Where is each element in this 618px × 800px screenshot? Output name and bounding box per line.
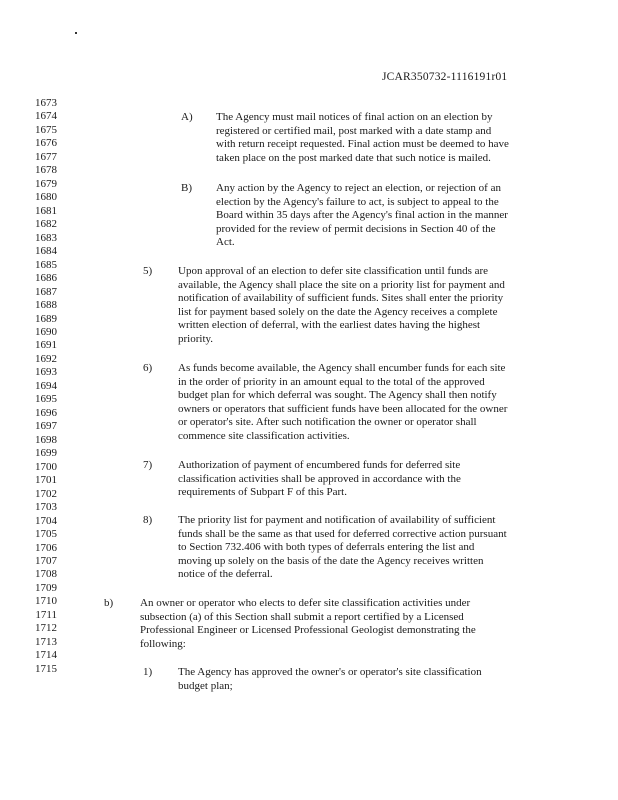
line-number: 1703 xyxy=(35,501,57,514)
line-number: 1684 xyxy=(35,245,57,258)
line-number: 1685 xyxy=(35,258,57,271)
line-number: 1688 xyxy=(35,299,57,312)
paragraph-text-line: taken place on the post marked date that such notice is mailed. xyxy=(216,151,491,164)
scan-speck xyxy=(75,32,77,34)
paragraph-label: A) xyxy=(181,111,193,123)
paragraph-text-line: provided for the review of permit decisions in Section 40 of the xyxy=(216,222,496,235)
paragraph-label: B) xyxy=(181,182,192,194)
line-number: 1708 xyxy=(35,568,57,581)
paragraph-text-line: budget plan for which deferral was sought. The Agency shall then notify xyxy=(178,389,497,401)
paragraph-label: 8) xyxy=(143,514,153,526)
paragraph-text-line: priority. xyxy=(178,332,214,345)
paragraph-text-line: Act. xyxy=(216,236,235,248)
line-number: 1701 xyxy=(35,474,57,487)
paragraph-text-line: funds shall be the same as that used for deferred corrective action pursuant xyxy=(178,527,507,540)
paragraph-text-line: in the order of priority in an amount equal to the total of the approved xyxy=(178,375,485,388)
line-number: 1697 xyxy=(35,420,57,433)
line-number: 1681 xyxy=(35,204,57,217)
paragraph-text-line: with return receipt requested. Final action must be deemed to have xyxy=(216,138,509,150)
paragraph-text-line: to Section 732.406 with both types of deferrals entering the list and xyxy=(178,541,475,553)
paragraph-label: 5) xyxy=(143,265,153,277)
paragraph-label: 7) xyxy=(143,459,153,471)
paragraph-text-line: following: xyxy=(140,637,186,650)
line-number: 1686 xyxy=(35,272,57,285)
line-number: 1682 xyxy=(35,218,57,231)
line-number: 1679 xyxy=(35,177,57,190)
paragraph-text-line: Board within 35 days after the Agency's final action in the manner xyxy=(216,209,508,221)
paragraph-text-line: or operator's site. After such notification the owner or operator shall xyxy=(178,416,477,428)
paragraph-text-line: requirements of Subpart F of this Part. xyxy=(178,486,347,498)
line-number: 1705 xyxy=(35,528,57,541)
paragraph-text-line: notification of availability of sufficient funds. Sites shall enter the priority xyxy=(178,292,504,304)
line-number: 1677 xyxy=(35,150,57,163)
line-number: 1692 xyxy=(35,352,57,365)
paragraph-text-line: The Agency has approved the owner's or operator's site classification xyxy=(178,666,482,678)
line-number: 1706 xyxy=(35,541,57,554)
line-number: 1695 xyxy=(35,393,57,406)
paragraph-text-line: Any action by the Agency to reject an election, or rejection of an xyxy=(216,182,501,194)
paragraph-label: b) xyxy=(104,597,114,609)
paragraph-text-line: Authorization of payment of encumbered funds for deferred site xyxy=(178,459,461,471)
paragraph-label: 1) xyxy=(143,666,153,678)
paragraph-text-line: moving up solely on the basis of the date the Agency receives written xyxy=(178,554,484,567)
line-number: 1698 xyxy=(35,433,57,446)
line-number: 1673 xyxy=(35,97,57,109)
paragraph-text-line: owners or operators that sufficient funds have been allocated for the owner xyxy=(178,402,508,415)
line-number: 1715 xyxy=(35,662,57,675)
line-number: 1690 xyxy=(35,325,57,338)
line-number: 1713 xyxy=(35,635,57,648)
paragraph-text-line: The Agency must mail notices of final action on an election by xyxy=(216,111,493,123)
line-number: 1699 xyxy=(35,447,57,460)
paragraph-text-line: The priority list for payment and notification of availability of sufficient xyxy=(178,514,496,526)
line-number: 1683 xyxy=(35,231,57,244)
line-number: 1700 xyxy=(35,460,57,473)
line-number: 1676 xyxy=(35,137,57,150)
line-number: 1712 xyxy=(35,622,57,635)
paragraph-text-line: Upon approval of an election to defer site classification until funds are xyxy=(178,265,489,277)
line-number: 1710 xyxy=(35,595,57,608)
line-number: 1696 xyxy=(35,406,57,419)
line-number: 1689 xyxy=(35,312,57,325)
paragraph-text-line: commence site classification activities. xyxy=(178,429,350,442)
paragraph-text-line: Professional Engineer or Licensed Professional Geologist demonstrating the xyxy=(140,624,476,636)
line-number: 1704 xyxy=(35,514,57,527)
paragraph-text-line: notice of the deferral. xyxy=(178,568,273,580)
line-number: 1707 xyxy=(35,554,57,567)
line-number: 1675 xyxy=(35,123,57,136)
paragraph-text-line: budget plan; xyxy=(178,679,233,692)
paragraph-text-line: available, the Agency shall place the site on a priority list for payment and xyxy=(178,278,505,291)
line-number: 1714 xyxy=(35,649,57,662)
line-number: 1678 xyxy=(35,164,57,177)
line-number: 1680 xyxy=(35,191,57,204)
line-number: 1702 xyxy=(35,487,57,500)
line-number: 1674 xyxy=(35,110,57,123)
paragraph-label: 6) xyxy=(143,362,153,374)
line-number: 1694 xyxy=(35,379,57,392)
line-number: 1691 xyxy=(35,339,57,352)
paragraph-text-line: As funds become available, the Agency shall encumber funds for each site xyxy=(178,362,506,374)
paragraph-text-line: An owner or operator who elects to defer site classification activities under xyxy=(140,597,471,609)
document-header: JCAR350732-1116191r01 xyxy=(382,71,508,83)
paragraph-text-line: written election of deferral, with the earliest dates having the highest xyxy=(178,319,481,331)
line-number: 1693 xyxy=(35,366,57,379)
paragraph-text-line: classification activities shall be approved in accordance with the xyxy=(178,472,461,485)
paragraph-text-line: subsection (a) of this Section shall submit a report certified by a Licensed xyxy=(140,610,464,623)
line-number: 1709 xyxy=(35,581,57,594)
line-number: 1687 xyxy=(35,285,57,298)
paragraph-text-line: list for payment based solely on the date the Agency receives a complete xyxy=(178,305,498,318)
line-number: 1711 xyxy=(35,608,57,621)
paragraph-text-line: election by the Agency's failure to act, is subject to appeal to the xyxy=(216,195,499,208)
paragraph-text-line: registered or certified mail, post marked with a date stamp and xyxy=(216,124,492,137)
